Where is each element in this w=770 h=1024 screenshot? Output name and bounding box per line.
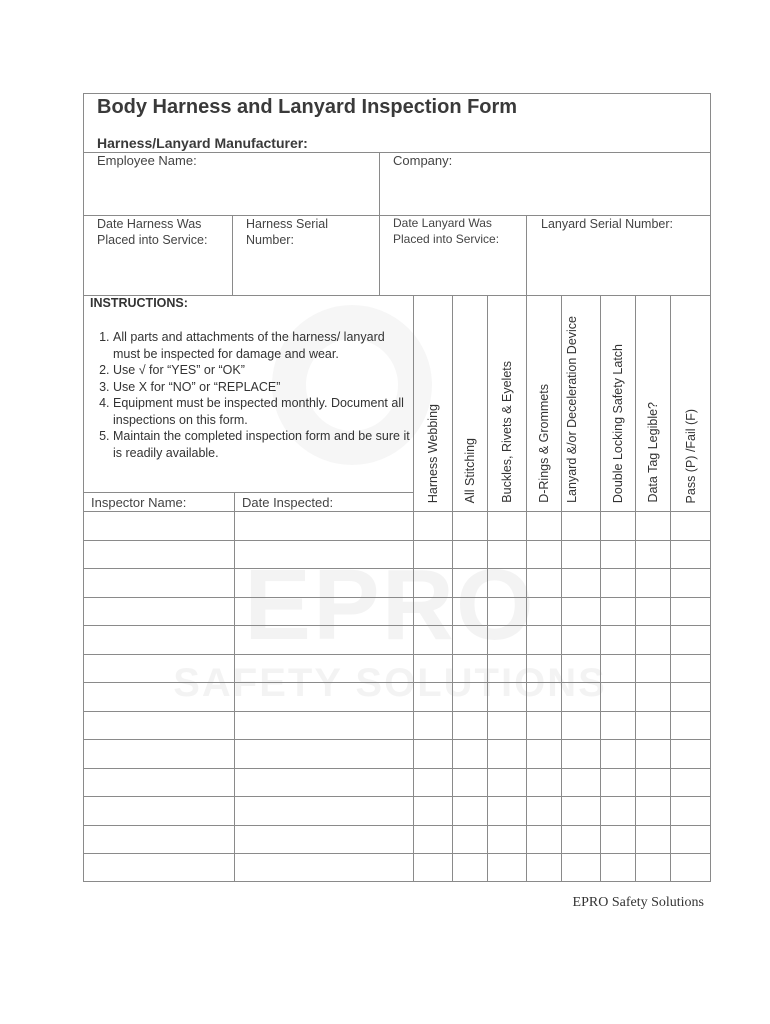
- check-cell[interactable]: [601, 626, 634, 653]
- check-cell[interactable]: [453, 769, 486, 796]
- check-cell[interactable]: [488, 797, 525, 824]
- date-inspected-cell[interactable]: [235, 655, 412, 682]
- column-header-d-rings: D-Rings & Grommets: [536, 384, 551, 503]
- check-cell[interactable]: [671, 512, 710, 539]
- check-cell[interactable]: [488, 598, 525, 625]
- check-cell[interactable]: [671, 569, 710, 596]
- check-cell[interactable]: [527, 826, 560, 853]
- divider-line: [232, 215, 233, 295]
- check-cell[interactable]: [601, 569, 634, 596]
- check-cell[interactable]: [453, 797, 486, 824]
- check-cell[interactable]: [488, 854, 525, 881]
- check-cell[interactable]: [562, 740, 599, 767]
- check-cell[interactable]: [601, 769, 634, 796]
- check-cell[interactable]: [453, 655, 486, 682]
- inspector-name-cell[interactable]: [84, 598, 233, 625]
- check-cell[interactable]: [636, 512, 669, 539]
- instruction-item: 4. Equipment must be inspected monthly. Document all inspections on this form.: [113, 395, 410, 428]
- check-cell[interactable]: [601, 826, 634, 853]
- check-cell[interactable]: [601, 598, 634, 625]
- check-cell[interactable]: [453, 826, 486, 853]
- inspector-name-cell[interactable]: [84, 740, 233, 767]
- check-cell[interactable]: [527, 854, 560, 881]
- check-cell[interactable]: [562, 626, 599, 653]
- check-cell[interactable]: [453, 541, 486, 568]
- column-header-lanyard-device: Lanyard &/or Deceleration Device: [564, 316, 579, 503]
- date-inspected-cell[interactable]: [235, 712, 412, 739]
- check-cell[interactable]: [414, 769, 451, 796]
- check-cell[interactable]: [453, 569, 486, 596]
- date-inspected-cell[interactable]: [235, 740, 412, 767]
- check-cell[interactable]: [488, 541, 525, 568]
- lanyard-serial-field[interactable]: Lanyard Serial Number:: [541, 217, 674, 231]
- column-header-all-stitching: All Stitching: [462, 437, 477, 503]
- check-cell[interactable]: [636, 598, 669, 625]
- check-cell[interactable]: [562, 683, 599, 710]
- inspector-name-cell[interactable]: [84, 797, 233, 824]
- check-cell[interactable]: [671, 712, 710, 739]
- date-lanyard-field[interactable]: Date Lanyard Was Placed into Service:: [393, 216, 500, 246]
- check-cell[interactable]: [562, 854, 599, 881]
- check-cell[interactable]: [671, 626, 710, 653]
- check-cell[interactable]: [527, 769, 560, 796]
- inspector-name-cell[interactable]: [84, 626, 233, 653]
- date-harness-field[interactable]: Date Harness Was Placed into Service:: [97, 217, 208, 247]
- date-inspected-cell[interactable]: [235, 512, 412, 539]
- check-cell[interactable]: [636, 626, 669, 653]
- column-header-safety-latch: Double Locking Safety Latch: [610, 343, 625, 503]
- check-cell[interactable]: [671, 655, 710, 682]
- instruction-item: 3. Use X for “NO” or “REPLACE”: [113, 379, 410, 396]
- employee-name-field[interactable]: Employee Name:: [97, 153, 197, 168]
- check-cell[interactable]: [414, 854, 451, 881]
- check-cell[interactable]: [562, 769, 599, 796]
- check-cell[interactable]: [414, 655, 451, 682]
- check-cell[interactable]: [562, 797, 599, 824]
- check-cell[interactable]: [414, 683, 451, 710]
- inspector-name-cell[interactable]: [84, 541, 233, 568]
- instructions-list: [90, 329, 410, 461]
- check-cell[interactable]: [562, 655, 599, 682]
- date-inspected-cell[interactable]: [235, 598, 412, 625]
- inspector-name-cell[interactable]: [84, 569, 233, 596]
- check-cell[interactable]: [414, 740, 451, 767]
- check-cell[interactable]: [527, 712, 560, 739]
- check-cell[interactable]: [414, 626, 451, 653]
- check-cell[interactable]: [488, 712, 525, 739]
- date-inspected-cell[interactable]: [235, 626, 412, 653]
- check-cell[interactable]: [488, 740, 525, 767]
- date-inspected-cell[interactable]: [235, 769, 412, 796]
- check-cell[interactable]: [562, 826, 599, 853]
- date-inspected-cell[interactable]: [235, 541, 412, 568]
- check-cell[interactable]: [527, 797, 560, 824]
- check-cell[interactable]: [488, 512, 525, 539]
- date-inspected-cell[interactable]: [235, 569, 412, 596]
- check-cell[interactable]: [671, 854, 710, 881]
- check-cell[interactable]: [527, 626, 560, 653]
- check-cell[interactable]: [562, 598, 599, 625]
- instruction-item: 2. Use √ for “YES” or “OK”: [113, 362, 410, 379]
- check-cell[interactable]: [453, 854, 486, 881]
- check-cell[interactable]: [527, 683, 560, 710]
- check-cell[interactable]: [414, 569, 451, 596]
- date-inspected-cell[interactable]: [235, 854, 412, 881]
- check-cell[interactable]: [671, 826, 710, 853]
- date-inspected-cell[interactable]: [235, 797, 412, 824]
- check-cell[interactable]: [636, 655, 669, 682]
- check-cell[interactable]: [636, 740, 669, 767]
- form-title: Body Harness and Lanyard Inspection Form: [97, 96, 518, 118]
- check-cell[interactable]: [562, 541, 599, 568]
- check-cell[interactable]: [453, 598, 486, 625]
- check-cell[interactable]: [636, 769, 669, 796]
- check-cell[interactable]: [453, 683, 486, 710]
- check-cell[interactable]: [414, 797, 451, 824]
- harness-serial-field[interactable]: Harness Serial Number:: [246, 217, 328, 247]
- inspector-name-cell[interactable]: [84, 826, 233, 853]
- column-header-harness-webbing: Harness Webbing: [425, 403, 440, 503]
- check-cell[interactable]: [527, 541, 560, 568]
- column-header-data-tag: Data Tag Legible?: [645, 402, 660, 503]
- check-cell[interactable]: [671, 598, 710, 625]
- inspector-name-cell[interactable]: [84, 712, 233, 739]
- check-cell[interactable]: [488, 569, 525, 596]
- inspector-name-cell[interactable]: [84, 655, 233, 682]
- check-cell[interactable]: [562, 712, 599, 739]
- check-cell[interactable]: [414, 512, 451, 539]
- check-cell[interactable]: [636, 797, 669, 824]
- check-cell[interactable]: [601, 712, 634, 739]
- instruction-item: 1. All parts and attachments of the harness/ lanyard must be inspected for damage and wear.: [113, 329, 410, 362]
- check-cell[interactable]: [636, 712, 669, 739]
- check-cell[interactable]: [636, 683, 669, 710]
- check-cell[interactable]: [601, 541, 634, 568]
- check-cell[interactable]: [671, 683, 710, 710]
- check-cell[interactable]: [671, 769, 710, 796]
- check-cell[interactable]: [636, 826, 669, 853]
- date-inspected-cell[interactable]: [235, 683, 412, 710]
- check-cell[interactable]: [527, 655, 560, 682]
- check-cell[interactable]: [636, 541, 669, 568]
- footer-brand: EPRO Safety Solutions: [572, 895, 704, 910]
- check-cell[interactable]: [453, 740, 486, 767]
- check-cell[interactable]: [636, 854, 669, 881]
- check-cell[interactable]: [453, 712, 486, 739]
- check-cell[interactable]: [527, 740, 560, 767]
- check-cell[interactable]: [453, 512, 486, 539]
- check-cell[interactable]: [601, 683, 634, 710]
- check-cell[interactable]: [488, 626, 525, 653]
- check-cell[interactable]: [562, 569, 599, 596]
- check-cell[interactable]: [527, 569, 560, 596]
- check-cell[interactable]: [601, 512, 634, 539]
- check-cell[interactable]: [671, 797, 710, 824]
- check-cell[interactable]: [601, 797, 634, 824]
- check-cell[interactable]: [414, 712, 451, 739]
- check-cell[interactable]: [601, 854, 634, 881]
- check-cell[interactable]: [562, 512, 599, 539]
- inspector-name-header: Inspector Name:: [91, 495, 187, 510]
- inspector-name-cell[interactable]: [84, 512, 233, 539]
- check-cell[interactable]: [414, 541, 451, 568]
- manufacturer-field[interactable]: Harness/Lanyard Manufacturer:: [97, 135, 308, 151]
- check-cell[interactable]: [671, 740, 710, 767]
- inspector-name-cell[interactable]: [84, 769, 233, 796]
- check-cell[interactable]: [601, 740, 634, 767]
- check-cell[interactable]: [453, 626, 486, 653]
- check-cell[interactable]: [488, 655, 525, 682]
- instruction-item: 5. Maintain the completed inspection form and be sure it is readily available.: [113, 428, 410, 461]
- check-cell[interactable]: [488, 683, 525, 710]
- column-header-pass-fail: Pass (P) /Fail (F): [683, 408, 698, 503]
- check-cell[interactable]: [414, 598, 451, 625]
- inspector-name-cell[interactable]: [84, 854, 233, 881]
- check-cell[interactable]: [527, 512, 560, 539]
- column-header-buckles: Buckles, Rivets & Eyelets: [499, 361, 514, 503]
- inspector-name-cell[interactable]: [84, 683, 233, 710]
- company-field[interactable]: Company:: [393, 153, 453, 168]
- check-cell[interactable]: [488, 826, 525, 853]
- date-inspected-header: Date Inspected:: [242, 495, 334, 510]
- date-inspected-cell[interactable]: [235, 826, 412, 853]
- check-cell[interactable]: [527, 598, 560, 625]
- check-cell[interactable]: [414, 826, 451, 853]
- divider-line: [379, 152, 380, 295]
- check-cell[interactable]: [671, 541, 710, 568]
- check-cell[interactable]: [488, 769, 525, 796]
- check-cell[interactable]: [601, 655, 634, 682]
- divider-line: [83, 492, 413, 493]
- divider-line: [526, 215, 527, 295]
- instructions-heading: INSTRUCTIONS:: [90, 296, 188, 310]
- check-cell[interactable]: [636, 569, 669, 596]
